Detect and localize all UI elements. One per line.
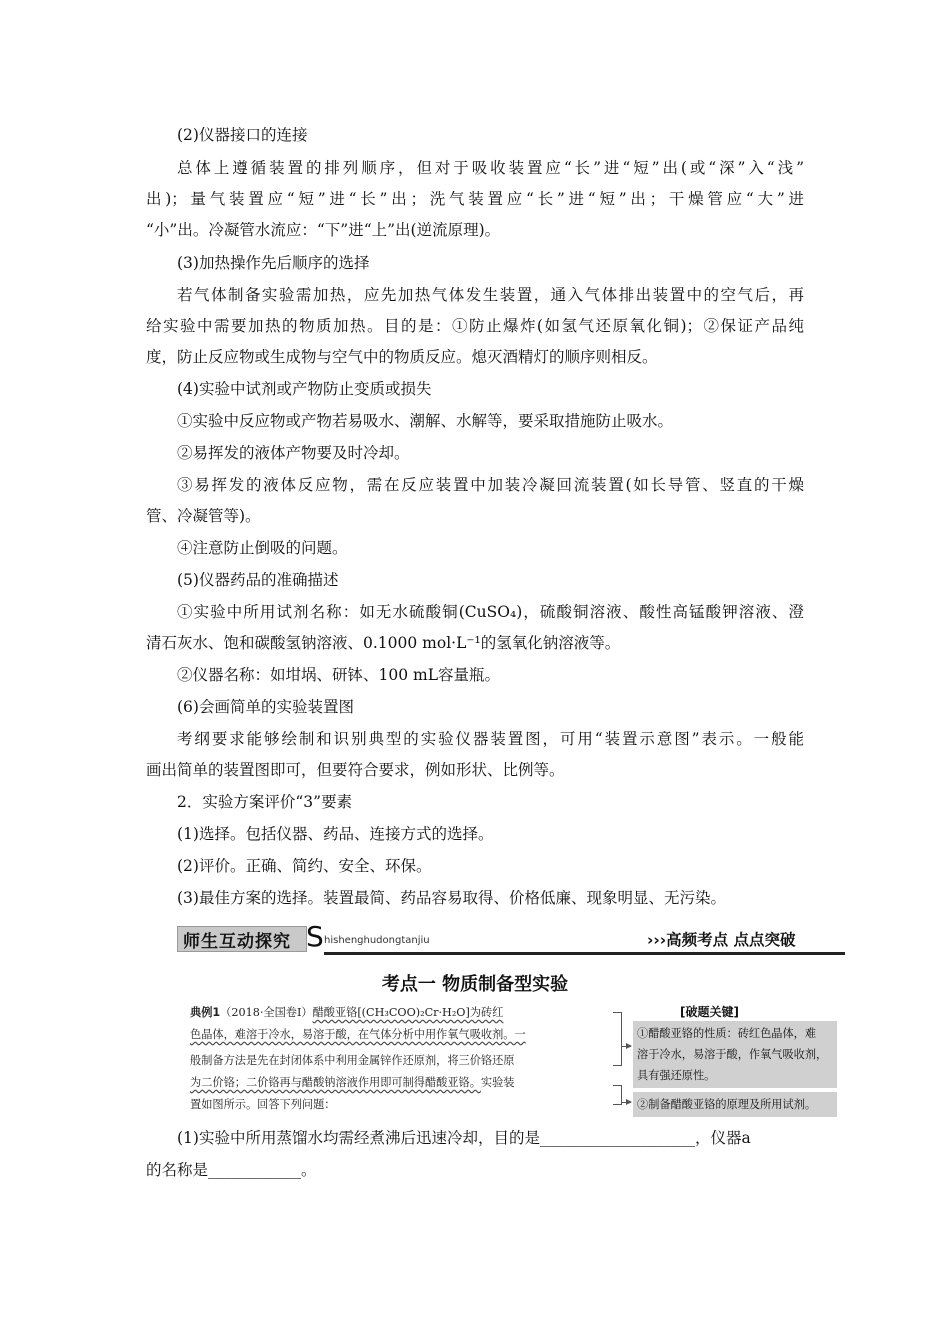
example-line: 色晶体，难溶于冷水，易溶于酸，在气体分析中用作氧气吸收剂。一 (190, 1028, 526, 1041)
subheading-prevent-spoilage: (4)实验中试剂或产物防止变质或损失 (177, 380, 432, 398)
paragraph-line: 度，防止反应物或生成物与空气中的物质反应。熄灭酒精灯的顺序则相反。 (146, 348, 658, 366)
banner-rule (324, 952, 845, 955)
key-box-2: ②制备醋酸亚铬的原理及所用试剂。 (633, 1092, 837, 1117)
paragraph-line: 若气体制备实验需加热，应先加热气体发生装置，通入气体排出装置中的空气后，再 (177, 286, 804, 304)
key-box-1 (633, 1021, 837, 1088)
subheading-accurate-description: (5)仪器药品的准确描述 (177, 571, 339, 589)
banner-title: 师生互动探究 (183, 932, 291, 952)
example-highlight: 为二价铬；二价铬再与醋酸钠溶液作用即可制得醋酸亚铬。 (190, 1076, 481, 1089)
section-heading-evaluation: 2．实验方案评价“3”要素 (177, 793, 353, 811)
list-item: ④注意防止倒吸的问题。 (177, 539, 348, 557)
arrow-connector (621, 1046, 631, 1047)
example-line (190, 1073, 514, 1093)
list-item: (1)选择。包括仪器、药品、连接方式的选择。 (177, 825, 494, 843)
example-source: （2018·全国卷Ⅰ） (220, 1006, 313, 1019)
paragraph-line: 考纲要求能够绘制和识别典型的实验仪器装置图，可用“装置示意图”表示。一般能 (177, 730, 804, 748)
subheading-heating-order: (3)加热操作先后顺序的选择 (177, 254, 370, 272)
paragraph-line: “小”出。冷凝管水流应：“下”进“上”出(逆流原理)。 (146, 221, 501, 239)
paragraph-line: 给实验中需要加热的物质加热。目的是：①防止爆炸(如氢气还原氧化铜)；②保证产品纯 (146, 317, 804, 335)
paragraph-line: 管、冷凝管等)。 (146, 507, 261, 525)
list-item: ①实验中所用试剂名称：如无水硫酸铜(CuSO₄)，硫酸铜溶液、酸性高锰酸钾溶液、澄 (177, 603, 804, 621)
banner-right-text: ›››高频考点 点点突破 (647, 931, 796, 949)
paragraph-line: 画出简单的装置图即可，但要符合要求，例如形状、比例等。 (146, 761, 565, 779)
list-item: ①实验中反应物或产物若易吸水、潮解、水解等，要采取措施防止吸水。 (177, 412, 674, 430)
key-line: 具有强还原性。 (637, 1069, 716, 1082)
subheading-draw-apparatus: (6)会画简单的实验装置图 (177, 698, 354, 716)
list-item: ②仪器名称：如坩埚、研钵、100 mL容量瓶。 (177, 666, 501, 684)
bracket-connector (613, 1012, 622, 1066)
arrow-connector (621, 1102, 631, 1103)
section-banner (177, 922, 845, 956)
list-item: (3)最佳方案的选择。装置最简、药品容易取得、价格低廉、现象明显、无污染。 (177, 889, 726, 907)
banner-pinyin: hishenghudongtanjiu (324, 935, 430, 946)
question-line: 的名称是____________。 (146, 1161, 317, 1179)
key-heading: [破题关键] (680, 1005, 739, 1019)
example-line: 置如图所示。回答下列问题： (190, 1098, 336, 1111)
paragraph-line: 清石灰水、饱和碳酸氢钠溶液、0.1000 mol·L⁻¹的氢氧化钠溶液等。 (146, 634, 621, 652)
list-item: (2)评价。正确、简约、安全、环保。 (177, 857, 432, 875)
paragraph-line: 出)；量气装置应“短”进“长”出；洗气装置应“长”进“短”出；干燥管应“大”进 (146, 190, 804, 208)
key-line: ①醋酸亚铬的性质：砖红色晶体，难 (637, 1027, 817, 1040)
list-item: ②易挥发的液体产物要及时冷却。 (177, 444, 410, 462)
subheading-interface-connection: (2)仪器接口的连接 (177, 126, 308, 144)
example-text: 实验装 (480, 1076, 515, 1089)
list-item: ③易挥发的液体反应物，需在反应装置中加装冷凝回流装置(如长导管、竖直的干燥 (177, 476, 804, 494)
banner-initial: S (306, 920, 324, 953)
example-label: 典例1 (190, 1006, 221, 1019)
example-line (190, 1003, 503, 1023)
key-line: 溶于冷水，易溶于酸，作氧气吸收剂， (637, 1048, 828, 1061)
example-highlight: 醋酸亚铬[(CH₃COO)₂Cr·H₂O]为砖红 (312, 1006, 504, 1019)
example-line: 般制备方法是先在封闭体系中利用金属锌作还原剂，将三价铬还原 (190, 1054, 515, 1067)
paragraph-line: 总体上遵循装置的排列顺序，但对于吸收装置应“长”进“短”出(或“深”入“浅” (177, 159, 804, 177)
question-line: (1)实验中所用蒸馏水均需经煮沸后迅速冷却，目的是____________________，仪器a (177, 1129, 751, 1147)
topic-title: 考点一 物质制备型实验 (381, 974, 569, 995)
